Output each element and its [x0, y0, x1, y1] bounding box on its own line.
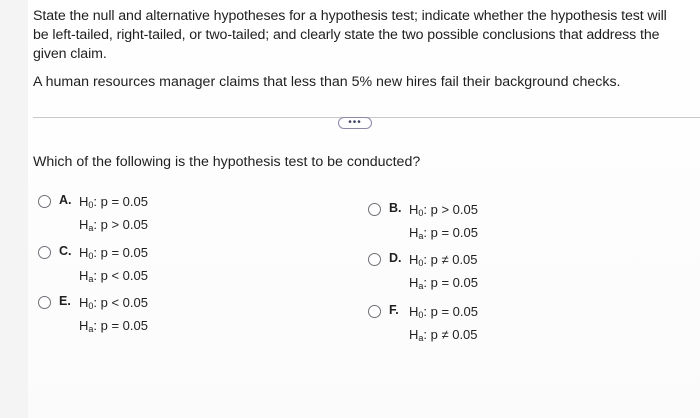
- left-margin: [0, 0, 28, 418]
- option-d[interactable]: [368, 250, 478, 296]
- instructions-text: State the null and alternative hypotheses for a hypothesis test; indicate whether the hypothesis test will be left-tailed, right-tailed, or two-tailed; and clearly state the two possible conclusions that address the given claim.: [33, 8, 667, 62]
- null-hypothesis: $H_0$: p = 0.05: [79, 194, 148, 210]
- radio-button-d[interactable]: [368, 253, 381, 266]
- alternative-hypothesis: $H_a$: p < 0.05: [79, 268, 148, 284]
- hypothesis-pair: [79, 293, 148, 339]
- option-letter: E.: [59, 294, 71, 308]
- claim-text: A human resources manager claims that less than 5% new hires fail their background checks.: [33, 74, 621, 90]
- alternative-hypothesis: $H_a$: p > 0.05: [79, 217, 148, 233]
- question-prompt: Which of the following is the hypothesis test to be conducted?: [33, 154, 421, 170]
- alternative-hypothesis: $H_a$: p = 0.05: [79, 318, 148, 334]
- radio-button-f[interactable]: [368, 305, 381, 318]
- option-letter: D.: [389, 251, 402, 265]
- null-hypothesis: $H_0$: p > 0.05: [409, 202, 478, 218]
- option-letter: F.: [389, 303, 399, 317]
- option-e[interactable]: [38, 293, 148, 339]
- option-letter: A.: [59, 193, 72, 207]
- radio-button-a[interactable]: [38, 195, 51, 208]
- hypothesis-pair: [79, 192, 148, 238]
- expand-more-button[interactable]: •••: [338, 117, 372, 129]
- null-hypothesis: $H_0$: p = 0.05: [79, 245, 148, 261]
- alternative-hypothesis: $H_a$: p = 0.05: [409, 225, 478, 241]
- hypothesis-pair: [409, 250, 478, 296]
- option-b[interactable]: [368, 200, 478, 246]
- option-f[interactable]: [368, 302, 478, 348]
- hypothesis-pair: [79, 243, 148, 289]
- alternative-hypothesis: $H_a$: p = 0.05: [409, 275, 478, 291]
- radio-button-c[interactable]: [38, 246, 51, 259]
- null-hypothesis: $H_0$: p = 0.05: [409, 304, 478, 320]
- radio-button-b[interactable]: [368, 203, 381, 216]
- option-c[interactable]: [38, 243, 148, 289]
- hypothesis-pair: [409, 200, 478, 246]
- option-letter: C.: [59, 244, 72, 258]
- option-a[interactable]: [38, 192, 148, 238]
- radio-button-e[interactable]: [38, 296, 51, 309]
- alternative-hypothesis: $H_a$: p ≠ 0.05: [409, 327, 478, 343]
- hypothesis-pair: [409, 302, 478, 348]
- null-hypothesis: $H_0$: p ≠ 0.05: [409, 252, 478, 268]
- null-hypothesis: $H_0$: p < 0.05: [79, 295, 148, 311]
- option-letter: B.: [389, 201, 402, 215]
